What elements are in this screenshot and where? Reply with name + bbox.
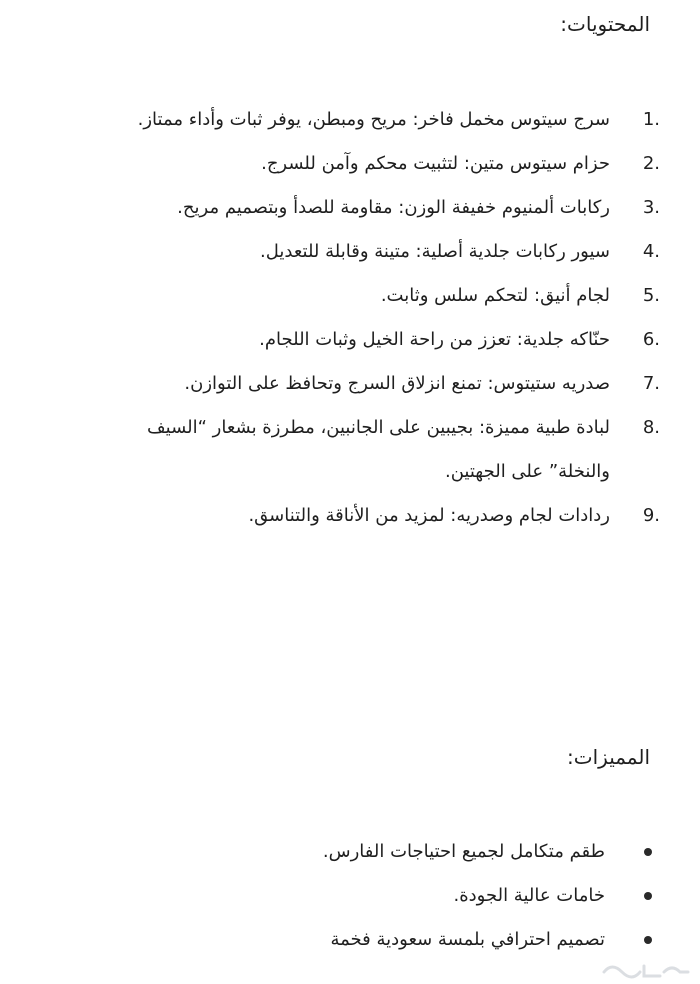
- item-number: 8 .: [620, 406, 660, 450]
- contents-item-3: [100, 186, 660, 230]
- bullet-icon: [644, 848, 652, 856]
- item-text: لجام أنيق: لتحكم سلس وثابت.: [380, 285, 610, 306]
- item-number: 9 .: [620, 494, 660, 538]
- item-text: ردادات لجام وصدريه: لمزيد من الأناقة والتناسق.: [248, 505, 610, 526]
- item-number: 6 .: [620, 318, 660, 362]
- item-text: صدريه ستيتوس: تمنع انزلاق السرج وتحافظ على التوازن.: [184, 373, 610, 394]
- bullet-icon: [644, 936, 652, 944]
- item-number: 4 .: [620, 230, 660, 274]
- item-number: 3 .: [620, 186, 660, 230]
- item-text: تصميم احترافي بلمسة سعودية فخمة: [330, 929, 605, 950]
- contents-item-8: [100, 406, 660, 494]
- item-text: خامات عالية الجودة.: [453, 885, 605, 906]
- item-text: ركابات ألمنيوم خفيفة الوزن: مقاومة للصدأ وبتصميم مريح.: [177, 197, 610, 218]
- item-number: 7 .: [620, 362, 660, 406]
- bullet-icon: [644, 892, 652, 900]
- contents-item-5: [100, 274, 660, 318]
- item-number: 2 .: [620, 142, 660, 186]
- contents-item-6: [100, 318, 660, 362]
- item-number: 5 .: [620, 274, 660, 318]
- features-list: [100, 830, 660, 962]
- contents-item-1: [100, 98, 660, 142]
- item-text: حنّاكه جلدية: تعزز من راحة الخيل وثبات اللجام.: [259, 329, 610, 350]
- features-item-1: [100, 830, 660, 874]
- item-text: حزام سيتوس متين: لتثبيت محكم وآمن للسرج.: [261, 153, 610, 174]
- contents-item-2: [100, 142, 660, 186]
- features-item-2: [100, 874, 660, 918]
- contents-list: [100, 98, 660, 538]
- contents-item-7: [100, 362, 660, 406]
- haraj-watermark-logo: [600, 958, 692, 980]
- contents-heading: المحتويات:: [560, 12, 650, 36]
- item-text: سيور ركابات جلدية أصلية: متينة وقابلة للتعديل.: [260, 241, 610, 262]
- item-text: سرج سيتوس مخمل فاخر: مريح ومبطن، يوفر ثبات وأداء ممتاز.: [137, 109, 610, 130]
- item-number: 1 .: [620, 98, 660, 142]
- features-heading: المميزات:: [567, 745, 650, 769]
- contents-item-9: [100, 494, 660, 538]
- item-text: لبادة طبية مميزة: بجيبين على الجانبين، مطرزة بشعار “السيف والنخلة” على الجهتين.: [147, 417, 610, 482]
- contents-item-4: [100, 230, 660, 274]
- features-item-3: [100, 918, 660, 962]
- item-text: طقم متكامل لجميع احتياجات الفارس.: [322, 841, 605, 862]
